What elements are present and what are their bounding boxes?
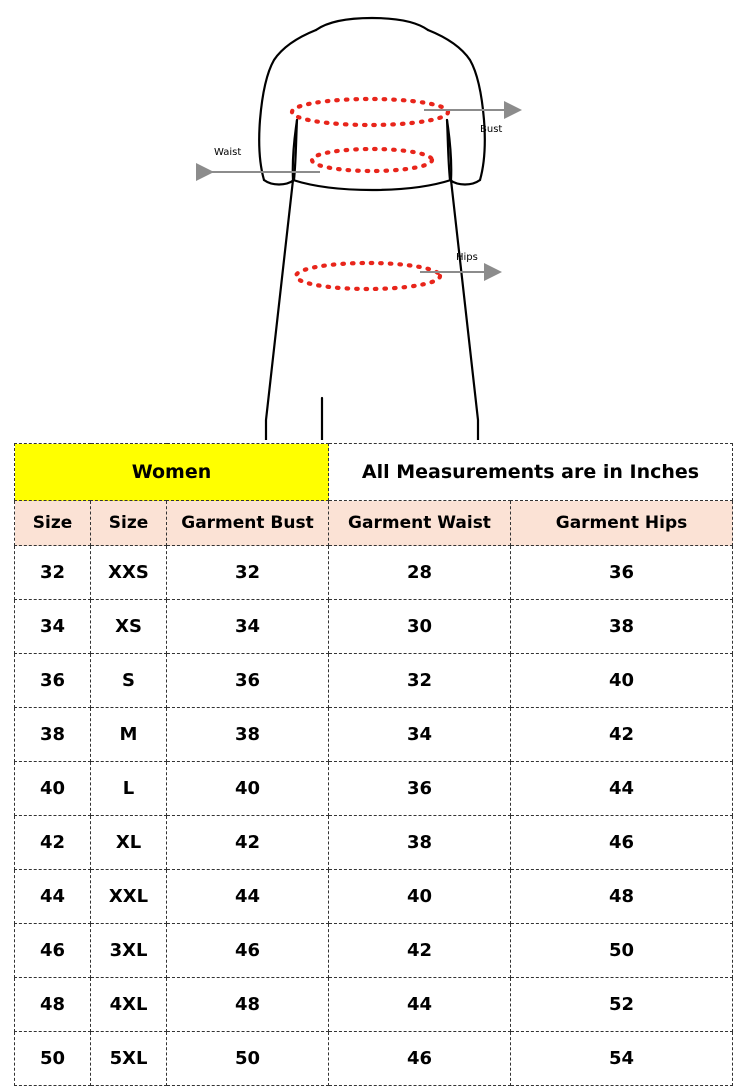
title-women-cell: Women — [15, 444, 329, 501]
cell-bust: 44 — [167, 870, 329, 924]
cell-waist: 30 — [329, 600, 511, 654]
cell-size-alpha: XXS — [91, 546, 167, 600]
table-header-row — [15, 501, 733, 546]
cell-bust: 36 — [167, 654, 329, 708]
cell-bust: 42 — [167, 816, 329, 870]
cell-waist: 36 — [329, 762, 511, 816]
cell-size-alpha: XXL — [91, 870, 167, 924]
table-row — [15, 546, 733, 600]
cell-hips: 46 — [511, 816, 733, 870]
cell-size-alpha: XS — [91, 600, 167, 654]
cell-hips: 42 — [511, 708, 733, 762]
header-size-alpha: Size — [91, 501, 167, 546]
cell-size-numeric: 34 — [15, 600, 91, 654]
waist-measure-ring-icon — [312, 149, 432, 171]
header-garment-hips: Garment Hips — [511, 501, 733, 546]
header-size-numeric: Size — [15, 501, 91, 546]
cell-hips: 52 — [511, 978, 733, 1032]
cell-size-alpha: XL — [91, 816, 167, 870]
cell-bust: 32 — [167, 546, 329, 600]
size-chart-body — [15, 444, 733, 1086]
table-title-row — [15, 444, 733, 501]
measurement-illustration — [0, 0, 746, 440]
cell-size-numeric: 42 — [15, 816, 91, 870]
table-row — [15, 816, 733, 870]
table-row — [15, 654, 733, 708]
cell-bust: 34 — [167, 600, 329, 654]
cell-hips: 50 — [511, 924, 733, 978]
cell-waist: 34 — [329, 708, 511, 762]
cell-waist: 38 — [329, 816, 511, 870]
bust-label: Bust — [480, 124, 503, 135]
cell-hips: 48 — [511, 870, 733, 924]
cell-bust: 48 — [167, 978, 329, 1032]
table-row — [15, 1032, 733, 1086]
header-garment-bust: Garment Bust — [167, 501, 329, 546]
table-row — [15, 978, 733, 1032]
cell-waist: 46 — [329, 1032, 511, 1086]
cell-hips: 40 — [511, 654, 733, 708]
cell-hips: 44 — [511, 762, 733, 816]
hips-label: Hips — [456, 252, 478, 263]
cell-bust: 38 — [167, 708, 329, 762]
cell-size-alpha: L — [91, 762, 167, 816]
table-row — [15, 708, 733, 762]
cell-hips: 54 — [511, 1032, 733, 1086]
table-row — [15, 600, 733, 654]
table-row — [15, 762, 733, 816]
cell-size-alpha: S — [91, 654, 167, 708]
cell-size-numeric: 44 — [15, 870, 91, 924]
cell-hips: 38 — [511, 600, 733, 654]
title-measurements-cell: All Measurements are in Inches — [329, 444, 733, 501]
cell-size-numeric: 32 — [15, 546, 91, 600]
size-chart-table-wrap — [14, 443, 732, 1086]
cell-waist: 42 — [329, 924, 511, 978]
cell-bust: 40 — [167, 762, 329, 816]
waist-label: Waist — [214, 147, 242, 158]
cell-size-alpha: M — [91, 708, 167, 762]
cell-size-numeric: 46 — [15, 924, 91, 978]
cell-size-numeric: 50 — [15, 1032, 91, 1086]
cell-hips: 36 — [511, 546, 733, 600]
header-garment-waist: Garment Waist — [329, 501, 511, 546]
cell-bust: 46 — [167, 924, 329, 978]
cell-waist: 40 — [329, 870, 511, 924]
cell-waist: 44 — [329, 978, 511, 1032]
bust-measure-ring-icon — [292, 99, 448, 125]
cell-waist: 28 — [329, 546, 511, 600]
hips-measure-ring-icon — [296, 263, 440, 289]
cell-waist: 32 — [329, 654, 511, 708]
cell-size-alpha: 3XL — [91, 924, 167, 978]
cell-size-numeric: 48 — [15, 978, 91, 1032]
size-chart-table — [14, 443, 733, 1086]
cell-size-alpha: 5XL — [91, 1032, 167, 1086]
cell-size-alpha: 4XL — [91, 978, 167, 1032]
table-row — [15, 924, 733, 978]
dress-outline-icon — [259, 18, 485, 440]
cell-size-numeric: 36 — [15, 654, 91, 708]
cell-size-numeric: 40 — [15, 762, 91, 816]
cell-size-numeric: 38 — [15, 708, 91, 762]
table-row — [15, 870, 733, 924]
cell-bust: 50 — [167, 1032, 329, 1086]
